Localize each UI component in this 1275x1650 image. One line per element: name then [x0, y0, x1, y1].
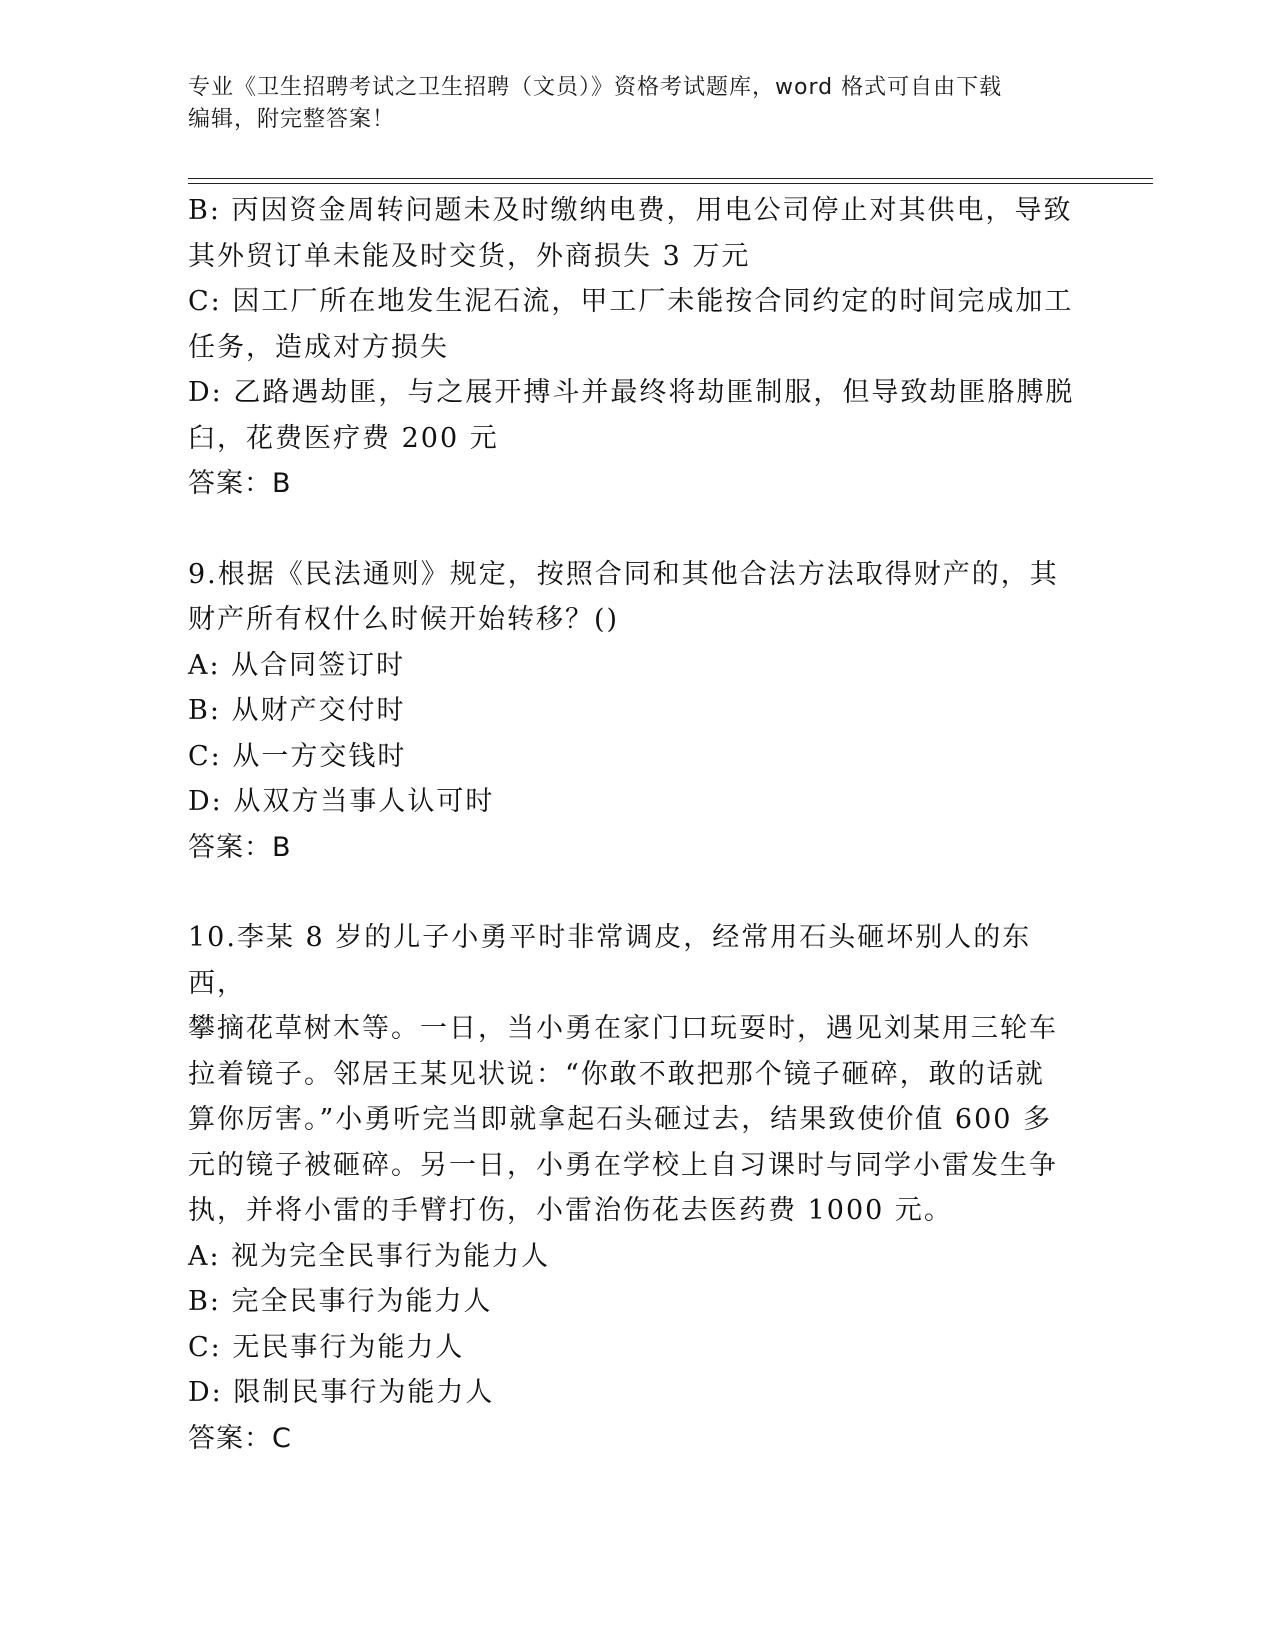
question-stem-line-1: 10.李某 8 岁的儿子小勇平时非常调皮，经常用石头砸坏别人的东西， — [188, 922, 1032, 999]
spacer — [188, 870, 1088, 915]
question-stem-line-3: 拉着镜子。邻居王某见状说：“你敢不敢把那个镜子砸碎，敢的话就 — [188, 1058, 1045, 1090]
question-stem-line-6: 执，并将小雷的手臂打伤，小雷治伤花去医药费 1000 元。 — [188, 1195, 953, 1226]
option-c-line-1: C: 因工厂所在地发生泥石流，甲工厂未能按合同约定的时间完成加工 — [188, 286, 1074, 317]
question-stem-line-4: 算你厉害。”小勇听完当即就拿起石头砸过去，结果致使价值 600 多 — [188, 1104, 1053, 1135]
question-stem-line-2: 财产所有权什么时候开始转移？() — [188, 604, 620, 635]
option-b: B: 从财产交付时 — [188, 695, 406, 726]
spacer — [188, 507, 1088, 552]
header-line-2: 编辑，附完整答案！ — [188, 107, 396, 132]
option-d-line-1: D: 乙路遇劫匪，与之展开搏斗并最终将劫匪制服，但导致劫匪胳膊脱 — [188, 377, 1075, 408]
option-b-line-1: B: 丙因资金周转问题未及时缴纳电费，用电公司停止对其供电，导致 — [188, 195, 1073, 226]
option-a: A: 视为完全民事行为能力人 — [188, 1240, 551, 1272]
question-stem-line-2: 攀摘花草树木等。一日，当小勇在家门口玩耍时，遇见刘某用三轮车 — [188, 1013, 1058, 1044]
option-b: B: 完全民事行为能力人 — [188, 1286, 493, 1317]
option-c-line-2: 任务，造成对方损失 — [188, 331, 449, 363]
prev-question — [188, 188, 1088, 507]
option-c: C: 从一方交钱时 — [188, 740, 407, 772]
answer: 答案：C — [188, 1422, 292, 1454]
option-d: D: 限制民事行为能力人 — [188, 1377, 495, 1408]
answer: 答案：B — [188, 831, 292, 863]
header-line-1: 专业《卫生招聘考试之卫生招聘（文员）》资格考试题库，word 格式可自由下载 — [188, 75, 1003, 100]
header-divider-bottom — [188, 183, 1153, 184]
answer: 答案：B — [188, 468, 292, 499]
question-stem-line-5: 元的镜子被砸碎。另一日，小勇在学校上自习课时与同学小雷发生争 — [188, 1149, 1058, 1181]
question-stem-line-1: 9.根据《民法通则》规定，按照合同和其他合法方法取得财产的，其 — [188, 558, 1059, 590]
option-d-line-2: 臼，花费医疗费 200 元 — [188, 422, 499, 454]
option-d: D: 从双方当事人认可时 — [188, 786, 495, 817]
document-header — [188, 72, 1088, 136]
question-10 — [188, 915, 1088, 1461]
option-c: C: 无民事行为能力人 — [188, 1331, 465, 1363]
option-b-line-2: 其外贸订单未能及时交货，外商损失 3 万元 — [188, 240, 751, 272]
question-9 — [188, 552, 1088, 871]
document-body — [188, 188, 1088, 1461]
option-a: A: 从合同签订时 — [188, 649, 406, 681]
header-divider-top — [188, 178, 1153, 179]
